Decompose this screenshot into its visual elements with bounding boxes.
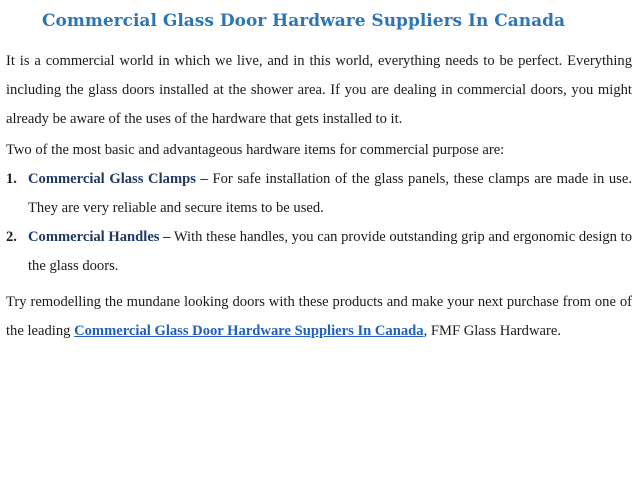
page-title: Commercial Glass Door Hardware Suppliers In Canada	[42, 11, 566, 31]
list-item-term: Commercial Handles –	[28, 229, 171, 245]
suppliers-link[interactable]: Commercial Glass Door Hardware Suppliers In Canada	[74, 323, 424, 339]
closing-paragraph	[6, 288, 632, 346]
list-item-term: Commercial Glass Clamps –	[28, 171, 208, 187]
list-item-number: 2.	[6, 229, 17, 245]
list-item-text: For safe installation of the glass panels, these clamps are made in use. They are very reliable and secure items to be used.	[28, 171, 632, 216]
closing-text-before-link: Try remodelling the mundane looking doors with these products and make your next purchase from one of the leading	[6, 294, 632, 339]
list-item-number: 1.	[6, 171, 17, 187]
intro-paragraph: It is a commercial world in which we live, and in this world, everything needs to be perfect. Everything including the glass doors installed at the shower area. If you are dealing in commercial doors, you might already be aware of the uses of the hardware that gets installed to it.	[6, 53, 632, 127]
list-item-text: With these handles, you can provide outstanding grip and ergonomic design to the glass doors.	[28, 229, 632, 274]
list-intro-paragraph: Two of the most basic and advantageous hardware items for commercial purpose are:	[6, 142, 505, 158]
list-item	[6, 165, 632, 223]
closing-text-after-link: , FMF Glass Hardware.	[423, 323, 561, 339]
hardware-list	[6, 165, 632, 281]
list-item	[6, 223, 632, 281]
document-page	[6, 0, 632, 346]
